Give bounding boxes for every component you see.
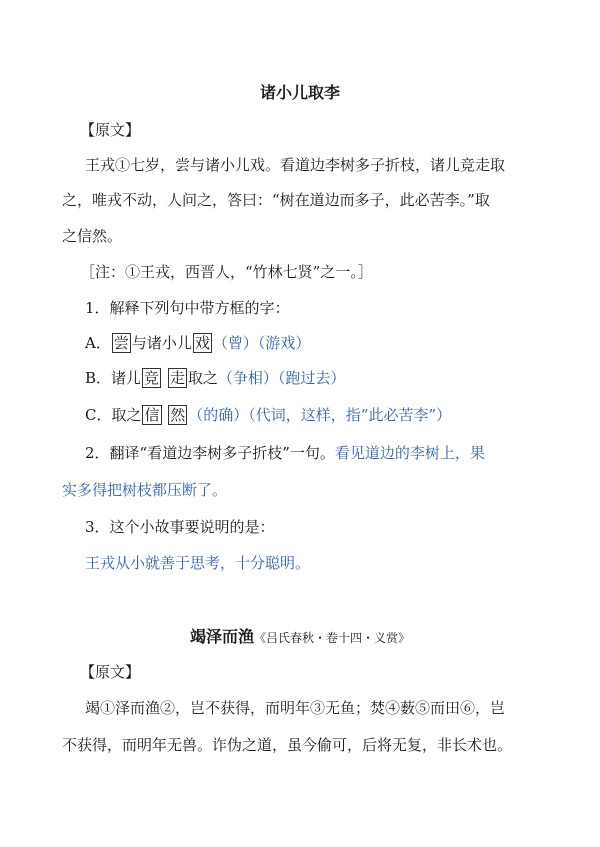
question-1b — [85, 368, 345, 388]
q1a-box-char-1: 尝 — [113, 334, 129, 352]
q1b-mid: 取之 — [187, 369, 218, 387]
question-1c — [85, 405, 451, 425]
section1-text-line3: 之信然。 — [62, 227, 123, 245]
section1-title: 诸小儿取李 — [259, 83, 340, 102]
section2-subtitle: 《吕氏春秋・卷十四・义赏》 — [254, 631, 411, 645]
question-1: 1．解释下列句中带方框的字： — [85, 299, 290, 317]
section1-yuanwen-label: 【原文】 — [80, 121, 141, 139]
section1-text-line2: 之，唯戎不动，人问之，答曰：“树在道边而多子，此必苦李。”取 — [62, 191, 490, 209]
q1c-box-char-1: 信 — [144, 406, 160, 424]
q3-answer: 王戎从小就善于思考，十分聪明。 — [85, 554, 311, 572]
section2-title: 竭泽而渔 — [189, 627, 254, 646]
q1c-box-char-2: 然 — [170, 406, 186, 424]
q2-answer-part1: 看见道边的李树上，果 — [334, 444, 485, 462]
q1a-prefix: A． — [85, 334, 111, 352]
q2-answer-part2: 实多得把树枝都压断了。 — [62, 481, 228, 499]
q1b-box-char-2: 走 — [169, 369, 185, 387]
q1a-answer: （曾）（游戏） — [212, 334, 311, 352]
question-2 — [85, 443, 485, 463]
question-3: 3．这个小故事要说明的是： — [85, 518, 275, 536]
q1b-box-char-1: 竞 — [144, 369, 160, 387]
q1b-prefix: B．诸儿 — [85, 369, 142, 387]
section2-text-line2: 不获得，而明年无兽。诈伪之道，虽今偷可，后将无复，非长术也。 — [62, 736, 513, 754]
question-1a — [85, 333, 310, 353]
section1-text-line1: 王戎①七岁，尝与诸小儿戏。看道边李树多子折枝，诸儿竞走取 — [85, 156, 506, 174]
q1a-box-char-2: 戏 — [194, 334, 210, 352]
section2-heading — [0, 624, 600, 647]
section1-note: ［注：①王戎，西晋人，“竹林七贤”之一。］ — [80, 263, 373, 281]
section2-text-line1: 竭①泽而渔②，岂不获得，而明年③无鱼；焚④薮⑤而田⑥，岂 — [85, 699, 506, 717]
q1b-answer: （争相）（跑过去） — [217, 369, 346, 387]
q1c-answer: （的确）（代词，这样，指“此必苦李”） — [188, 406, 452, 424]
q1a-mid: 与诸小儿 — [131, 334, 192, 352]
section2-yuanwen-label: 【原文】 — [80, 663, 141, 681]
q1c-prefix: C．取之 — [85, 406, 142, 424]
q2-text: 2．翻译“看道边李树多子折枝”一句。 — [85, 444, 335, 462]
